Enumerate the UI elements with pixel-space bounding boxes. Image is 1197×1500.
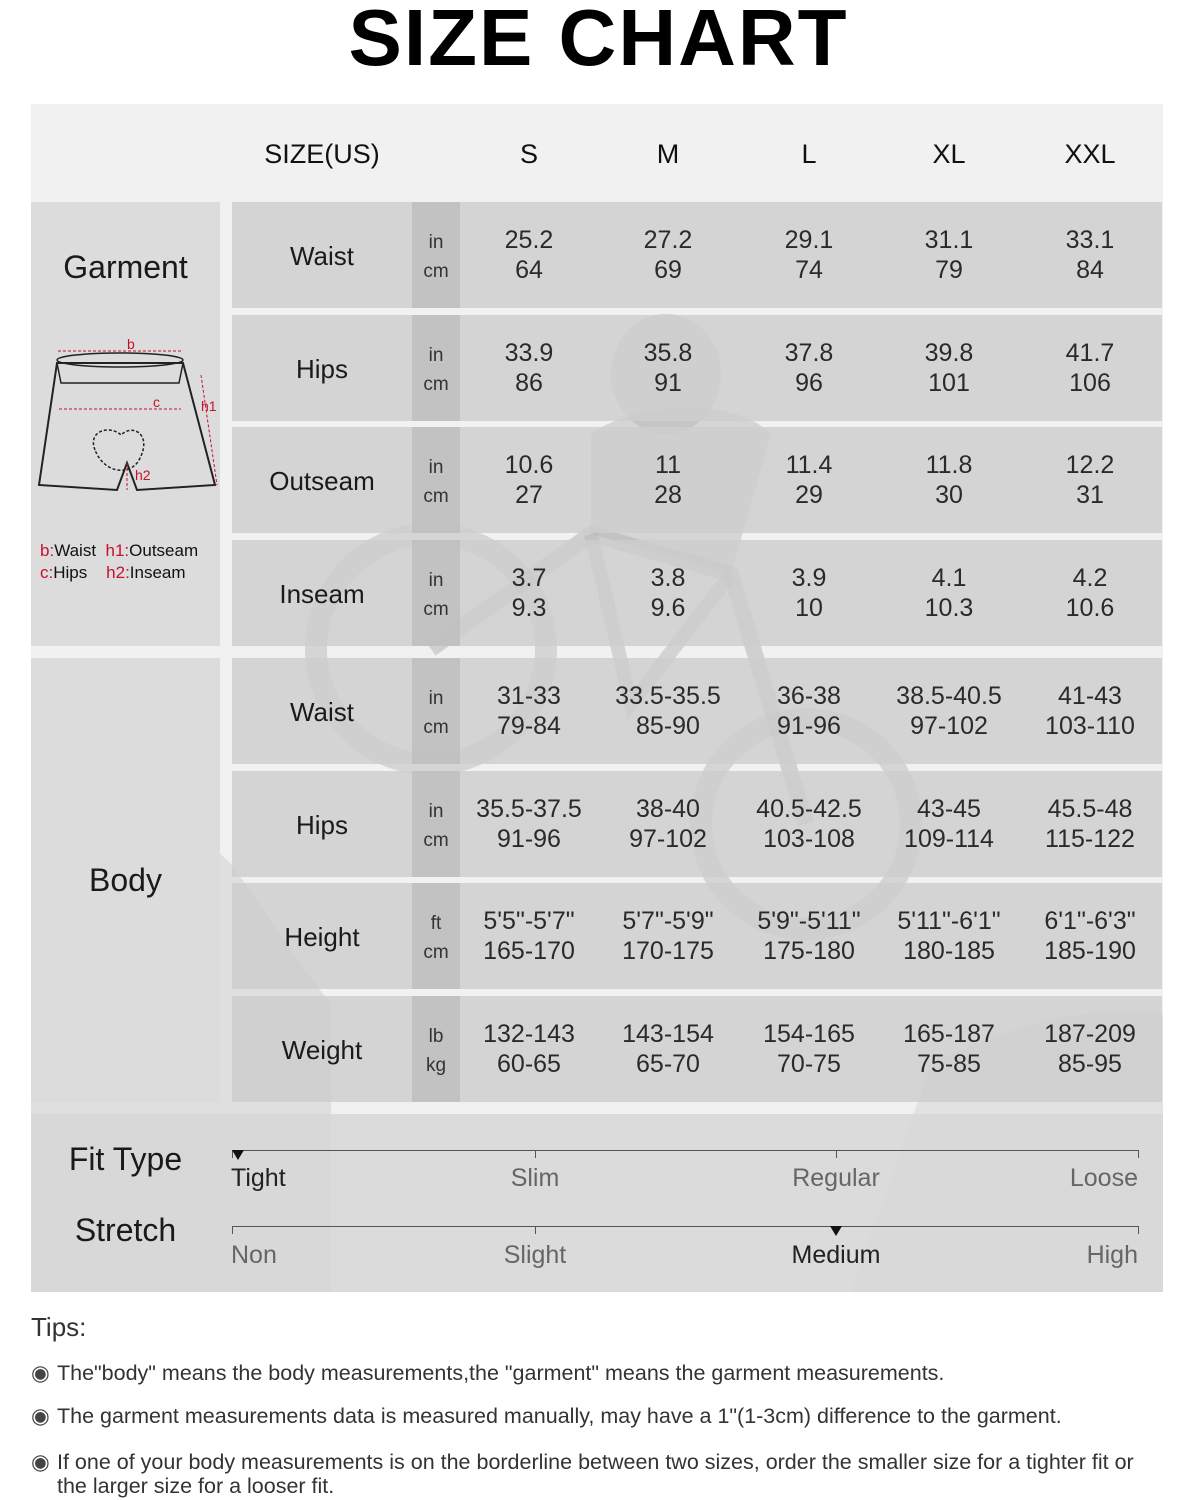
measurement-value: 5'7"-5'9" xyxy=(622,907,714,935)
tip-text: The garment measurements data is measured manually, may have a 1"(1-3cm) difference to the garment. xyxy=(57,1404,1062,1428)
scale-level-label: Regular xyxy=(792,1164,880,1192)
measurement-value: 91-96 xyxy=(497,825,561,853)
measurement-value: 64 xyxy=(515,256,543,284)
unit-label: cm xyxy=(423,717,449,738)
measurement-value: 33.1 xyxy=(1065,226,1115,254)
measurement-value: 74 xyxy=(795,256,823,284)
measurement-value: 10 xyxy=(795,594,823,622)
size-header-s: S xyxy=(519,139,538,169)
measurement-value: 103-110 xyxy=(1045,712,1135,740)
measurement-value: 5'5"-5'7" xyxy=(483,907,575,935)
unit-column-cell xyxy=(412,658,460,764)
legend-h1-text: Outseam xyxy=(129,541,199,560)
scale-level-label: High xyxy=(1086,1241,1138,1269)
measurement-value: 175-180 xyxy=(763,937,855,965)
tips-title: Tips: xyxy=(31,1312,87,1342)
measurement-value: 170-175 xyxy=(622,937,714,965)
measurement-value: 10.3 xyxy=(924,594,974,622)
legend-line-2 xyxy=(40,563,186,583)
measurement-value: 6'1"-6'3" xyxy=(1044,907,1136,935)
measurement-value: 165-187 xyxy=(903,1020,995,1048)
tip-item xyxy=(31,1404,1171,1428)
measurement-value: 115-122 xyxy=(1045,825,1135,853)
measurement-value: 165-170 xyxy=(483,937,575,965)
measurement-value: 11.4 xyxy=(785,451,833,479)
unit-column-cell xyxy=(412,315,460,421)
measurement-value: 185-190 xyxy=(1044,937,1136,965)
scale-level-label: Slight xyxy=(503,1241,567,1269)
legend-h2-key: h2: xyxy=(106,563,130,582)
measurement-value: 97-102 xyxy=(629,825,707,853)
unit-column-cell xyxy=(412,427,460,533)
measurement-name: Hips xyxy=(295,354,348,384)
measurement-value: 27 xyxy=(515,481,543,509)
unit-label: cm xyxy=(423,374,449,395)
measurement-value: 35.5-37.5 xyxy=(476,795,582,823)
measurement-name: Waist xyxy=(289,697,355,727)
measurement-value: 101 xyxy=(928,369,970,397)
unit-column-cell xyxy=(412,996,460,1102)
measurement-value: 9.3 xyxy=(511,594,547,622)
shorts-diagram-icon xyxy=(31,335,220,505)
measurement-value: 3.7 xyxy=(511,564,547,592)
garment-category-label: Garment xyxy=(63,249,188,285)
measurement-value: 69 xyxy=(654,256,682,284)
measurement-value: 28 xyxy=(654,481,682,509)
measurement-value: 154-165 xyxy=(763,1020,855,1048)
measurement-value: 45.5-48 xyxy=(1047,795,1133,823)
measurement-value: 37.8 xyxy=(784,339,834,367)
measurement-value: 33.5-35.5 xyxy=(615,682,721,710)
measurement-value: 25.2 xyxy=(504,226,554,254)
measurement-name: Outseam xyxy=(269,466,375,496)
unit-column-cell xyxy=(412,540,460,646)
unit-label: in xyxy=(428,232,444,253)
measurement-value: 29 xyxy=(795,481,823,509)
measurement-value: 10.6 xyxy=(504,451,554,479)
body-category-label: Body xyxy=(89,862,162,898)
measurement-name: Weight xyxy=(281,1035,363,1065)
tip-text: The"body" means the body measurements,the "garment" means the garment measurements. xyxy=(57,1361,945,1385)
measurement-value: 109-114 xyxy=(904,825,994,853)
selected-marker-icon xyxy=(830,1226,842,1236)
measurement-value: 97-102 xyxy=(910,712,988,740)
measurement-value: 85-90 xyxy=(636,712,700,740)
diagram-label-h1: h1 xyxy=(201,398,217,414)
measurement-name: Waist xyxy=(289,241,355,271)
scale-level-label: Medium xyxy=(791,1241,881,1269)
measurement-value: 30 xyxy=(935,481,963,509)
measurement-value: 31 xyxy=(1076,481,1104,509)
tip-text: If one of your body measurements is on the borderline between two sizes, order the smaller size for a tighter fit or the larger size for a looser fit. xyxy=(57,1450,1134,1498)
measurement-value: 4.1 xyxy=(931,564,967,592)
measurement-value: 9.6 xyxy=(650,594,686,622)
legend-line-1 xyxy=(40,541,198,561)
legend-h1-key: h1: xyxy=(105,541,130,560)
unit-label: kg xyxy=(425,1055,447,1076)
measurement-value: 38-40 xyxy=(636,795,700,823)
measurement-name: Inseam xyxy=(279,579,365,609)
measurement-value: 96 xyxy=(795,369,823,397)
measurement-value: 38.5-40.5 xyxy=(896,682,1002,710)
page-title: SIZE CHART xyxy=(348,0,849,82)
measurement-value: 180-185 xyxy=(903,937,995,965)
measurement-value: 29.1 xyxy=(784,226,834,254)
legend-b-text: Waist xyxy=(54,541,97,560)
tip-item xyxy=(31,1361,1171,1385)
measurement-value: 103-108 xyxy=(763,825,855,853)
measurement-value: 40.5-42.5 xyxy=(756,795,862,823)
scale-tick xyxy=(1138,1150,1139,1158)
legend-h2-text: Inseam xyxy=(129,563,186,582)
measurement-value: 33.9 xyxy=(504,339,554,367)
measurement-value: 5'11"-6'1" xyxy=(897,907,1001,935)
measurement-value: 5'9"-5'11" xyxy=(757,907,861,935)
tip-item xyxy=(31,1450,1171,1498)
measurement-value: 187-209 xyxy=(1044,1020,1136,1048)
unit-label: lb xyxy=(428,1026,444,1047)
measurement-value: 65-70 xyxy=(636,1050,700,1078)
measurement-value: 31-33 xyxy=(497,682,561,710)
measurement-value: 12.2 xyxy=(1065,451,1115,479)
unit-label: in xyxy=(428,457,444,478)
legend-b-key: b: xyxy=(40,541,55,560)
diagram-label-c: c xyxy=(153,394,160,410)
unit-column-cell xyxy=(412,771,460,877)
legend-c-key: c: xyxy=(40,563,54,582)
measurement-value: 11.8 xyxy=(925,451,973,479)
unit-column-cell xyxy=(412,883,460,989)
legend-c-text: Hips xyxy=(53,563,88,582)
bullet-icon: ◉ xyxy=(31,1404,50,1428)
measurement-value: 79 xyxy=(935,256,963,284)
scale-tick xyxy=(535,1226,536,1234)
scale-tick xyxy=(1138,1226,1139,1234)
fit-type-label: Fit Type xyxy=(68,1141,183,1177)
scale-tick xyxy=(232,1226,233,1234)
measurement-value: 43-45 xyxy=(917,795,981,823)
size-header-xxl: XXL xyxy=(1064,139,1116,169)
scale-tick xyxy=(535,1150,536,1158)
diagram-label-b: b xyxy=(127,336,135,352)
measurement-value: 27.2 xyxy=(643,226,693,254)
measurement-value: 91-96 xyxy=(777,712,841,740)
unit-label: in xyxy=(428,801,444,822)
measurement-value: 35.8 xyxy=(643,339,693,367)
bullet-icon: ◉ xyxy=(31,1450,50,1474)
scale-level-label: Slim xyxy=(510,1164,560,1192)
scale-tick xyxy=(836,1150,837,1158)
unit-label: cm xyxy=(423,261,449,282)
unit-label: cm xyxy=(423,830,449,851)
measurement-value: 41-43 xyxy=(1058,682,1122,710)
measurement-value: 3.9 xyxy=(791,564,827,592)
scale-level-label: Loose xyxy=(1069,1164,1138,1192)
unit-label: in xyxy=(428,345,444,366)
measurement-value: 10.6 xyxy=(1065,594,1115,622)
measurement-value: 106 xyxy=(1069,369,1111,397)
stretch-label: Stretch xyxy=(74,1212,177,1248)
unit-label: cm xyxy=(423,599,449,620)
unit-label: ft xyxy=(430,913,442,934)
unit-label: cm xyxy=(423,942,449,963)
measurement-value: 132-143 xyxy=(483,1020,575,1048)
measurement-value: 39.8 xyxy=(924,339,974,367)
measurement-value: 85-95 xyxy=(1058,1050,1122,1078)
measurement-value: 84 xyxy=(1076,256,1104,284)
measurement-name: Height xyxy=(284,922,360,952)
measurement-value: 31.1 xyxy=(924,226,974,254)
measurement-value: 91 xyxy=(654,369,682,397)
bullet-icon: ◉ xyxy=(31,1361,50,1385)
measurement-value: 60-65 xyxy=(497,1050,561,1078)
scale-level-label: Tight xyxy=(231,1164,286,1192)
measurement-value: 79-84 xyxy=(497,712,561,740)
measurement-value: 86 xyxy=(515,369,543,397)
unit-label: cm xyxy=(423,486,449,507)
scale-level-label: Non xyxy=(231,1241,277,1269)
measurement-value: 41.7 xyxy=(1065,339,1115,367)
size-header-xl: XL xyxy=(932,139,966,169)
measurement-value: 4.2 xyxy=(1072,564,1108,592)
size-header-l: L xyxy=(801,139,817,169)
size-header-m: M xyxy=(656,139,680,169)
unit-label: in xyxy=(428,688,444,709)
selected-marker-icon xyxy=(232,1150,244,1160)
size-us-header: SIZE(US) xyxy=(264,139,380,169)
measurement-value: 75-85 xyxy=(917,1050,981,1078)
unit-label: in xyxy=(428,570,444,591)
measurement-name: Hips xyxy=(295,810,348,840)
diagram-label-h2: h2 xyxy=(135,467,151,483)
measurement-value: 70-75 xyxy=(777,1050,841,1078)
measurement-value: 3.8 xyxy=(650,564,686,592)
measurement-value: 11 xyxy=(655,451,681,479)
stretch-scale-line xyxy=(232,1226,1138,1227)
measurement-value: 143-154 xyxy=(622,1020,714,1048)
measurement-value: 36-38 xyxy=(777,682,841,710)
fit-type-scale-line xyxy=(232,1150,1138,1151)
unit-column-cell xyxy=(412,202,460,308)
